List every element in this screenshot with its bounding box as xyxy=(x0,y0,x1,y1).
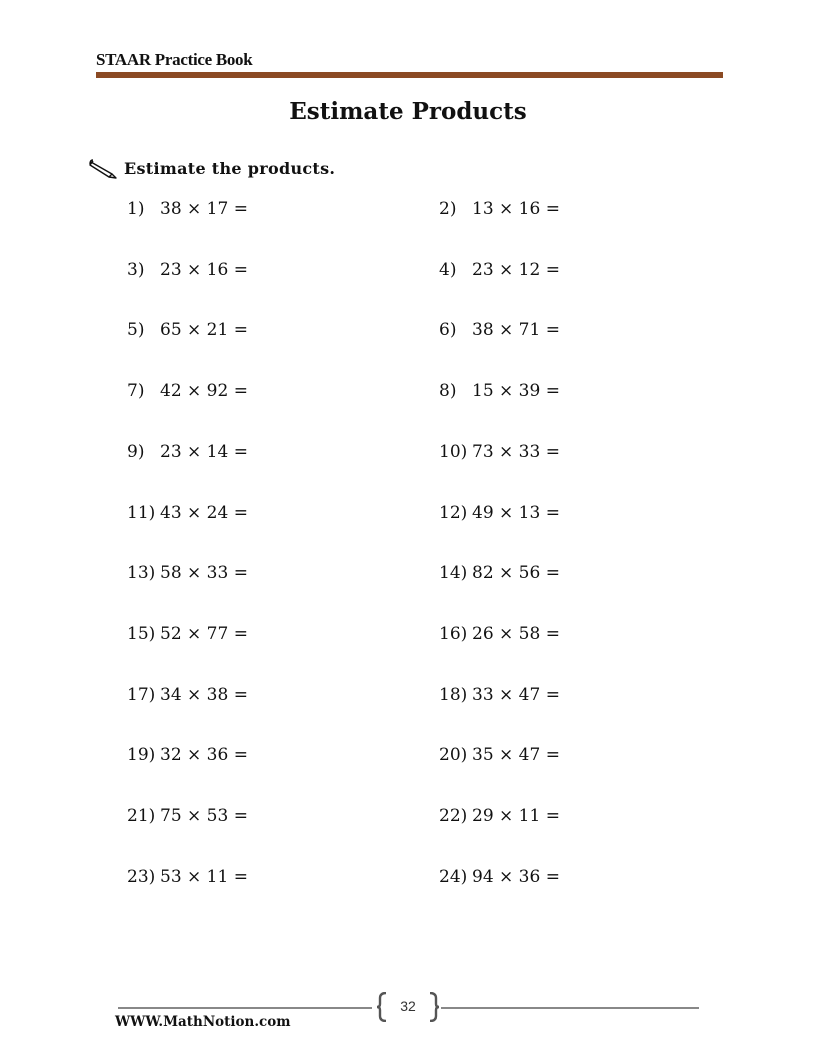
problem-expression: 42 × 92 = xyxy=(160,381,248,402)
problem-number: 6) xyxy=(439,320,457,341)
problem-expression: 43 × 24 = xyxy=(160,502,248,523)
problem-item xyxy=(439,563,560,583)
problem-expression: 23 × 16 = xyxy=(160,259,248,280)
problem-expression: 75 × 53 = xyxy=(160,806,248,826)
instruction-text: Estimate the products. xyxy=(124,158,336,178)
page-title: Estimate Products xyxy=(289,98,527,125)
problem-number: 2) xyxy=(439,199,457,219)
instruction xyxy=(88,156,335,180)
problem-number: 20) xyxy=(439,745,468,766)
footer-bracket-left xyxy=(376,992,388,1022)
problem-expression: 65 × 21 = xyxy=(160,320,248,341)
problem-item xyxy=(127,624,248,644)
problem-expression: 73 × 33 = xyxy=(472,441,560,462)
problem-expression: 29 × 11 = xyxy=(472,806,560,826)
problem-item xyxy=(127,685,248,705)
problem-expression: 23 × 14 = xyxy=(160,441,248,462)
problem-number: 24) xyxy=(439,866,468,887)
problem-item xyxy=(127,745,248,765)
problem-number: 1) xyxy=(127,199,145,219)
problem-item xyxy=(127,503,248,523)
problem-number: 8) xyxy=(439,381,457,402)
problem-expression: 94 × 36 = xyxy=(472,866,560,887)
problem-number: 18) xyxy=(439,684,468,705)
problem-item xyxy=(439,442,560,462)
problem-number: 15) xyxy=(127,623,156,644)
problem-item xyxy=(127,563,248,583)
problem-expression: 38 × 71 = xyxy=(472,320,560,341)
problem-expression: 26 × 58 = xyxy=(472,623,560,644)
footer-rule-left xyxy=(118,1007,372,1009)
problem-number: 17) xyxy=(127,684,156,705)
problem-item xyxy=(127,260,248,280)
problem-item xyxy=(439,381,560,401)
problem-number: 12) xyxy=(439,502,468,523)
problem-item xyxy=(127,381,248,401)
problem-item xyxy=(439,320,560,340)
problem-expression: 13 × 16 = xyxy=(472,199,560,219)
page-number: 32 xyxy=(400,998,416,1014)
problem-item xyxy=(439,624,560,644)
problem-item xyxy=(439,685,560,705)
problem-expression: 35 × 47 = xyxy=(472,745,560,766)
problem-number: 14) xyxy=(439,563,468,584)
problem-expression: 23 × 12 = xyxy=(472,259,560,280)
problem-item xyxy=(439,260,560,280)
problem-item xyxy=(127,442,248,462)
problem-item xyxy=(439,806,560,826)
problem-number: 13) xyxy=(127,563,156,584)
footer-rule-right xyxy=(441,1007,699,1009)
footer-website: WWW.MathNotion.com xyxy=(115,1014,291,1030)
problem-expression: 53 × 11 = xyxy=(160,866,248,887)
problem-number: 4) xyxy=(439,259,457,280)
header-title: STAAR Practice Book xyxy=(96,50,253,69)
problem-item xyxy=(439,503,560,523)
problem-number: 7) xyxy=(127,381,145,402)
problem-number: 9) xyxy=(127,441,145,462)
problem-item xyxy=(127,320,248,340)
footer-bracket-right xyxy=(428,992,440,1022)
problem-expression: 33 × 47 = xyxy=(472,684,560,705)
problem-item xyxy=(127,867,248,887)
problem-number: 11) xyxy=(127,502,156,523)
problem-expression: 49 × 13 = xyxy=(472,502,560,523)
problem-number: 19) xyxy=(127,745,156,766)
problem-number: 23) xyxy=(127,866,156,887)
problem-expression: 32 × 36 = xyxy=(160,745,248,766)
problem-item xyxy=(127,199,248,219)
problem-item xyxy=(439,867,560,887)
problem-number: 21) xyxy=(127,806,156,826)
problem-number: 16) xyxy=(439,623,468,644)
problem-number: 3) xyxy=(127,259,145,280)
header-rule xyxy=(96,72,723,78)
pencil-icon xyxy=(88,156,118,180)
problem-item xyxy=(439,199,560,219)
problem-expression: 38 × 17 = xyxy=(160,199,248,219)
problem-expression: 82 × 56 = xyxy=(472,563,560,584)
problem-item xyxy=(439,745,560,765)
problem-expression: 34 × 38 = xyxy=(160,684,248,705)
problem-number: 22) xyxy=(439,806,468,826)
problem-expression: 15 × 39 = xyxy=(472,381,560,402)
problem-item xyxy=(127,806,248,826)
problem-number: 10) xyxy=(439,441,468,462)
problem-number: 5) xyxy=(127,320,145,341)
problem-expression: 52 × 77 = xyxy=(160,623,248,644)
problem-expression: 58 × 33 = xyxy=(160,563,248,584)
